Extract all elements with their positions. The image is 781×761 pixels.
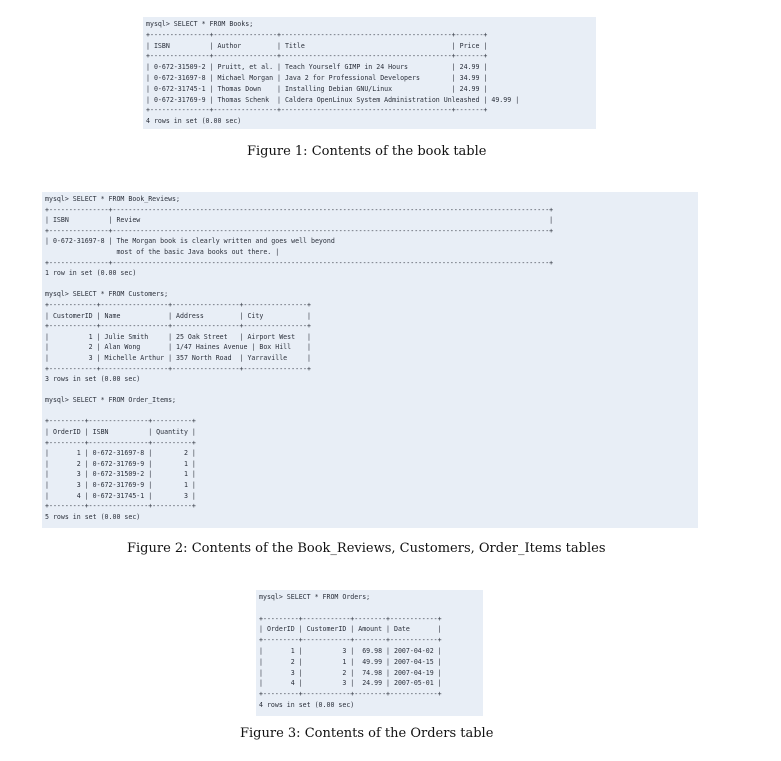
output-line: +---------------+----------------+-------------------------------------------+-------+ — [146, 106, 488, 115]
output-line: | 0-672-31697-8 | Michael Morgan | Java 2 for Professional Developers | 34.99 | — [146, 73, 488, 82]
output-line: 4 rows in set (0.00 sec) — [146, 117, 242, 126]
figure-3-orders-output — [256, 590, 483, 716]
output-line: mysql> SELECT * FROM Customers; — [45, 290, 169, 299]
figure-2-caption: Figure 2: Contents of the Book_Reviews, Customers, Order_Items tables — [127, 541, 606, 556]
output-line: +---------------+--------------------------------------------------------------------------------------------------------------+ — [45, 258, 554, 267]
output-line: +---------+------------+--------+------------+ — [259, 690, 442, 699]
output-line: +---------+------------+--------+------------+ — [259, 636, 442, 645]
output-line: 1 row in set (0.00 sec) — [45, 269, 137, 278]
output-line: | 2 | 1 | 49.99 | 2007-04-15 | — [259, 657, 442, 666]
books-query-output — [146, 19, 593, 127]
output-line: | 3 | Michelle Arthur | 357 North Road | Yarraville | — [45, 353, 311, 362]
output-line: | 1 | 3 | 69.98 | 2007-04-02 | — [259, 646, 442, 655]
output-line: 3 rows in set (0.00 sec) — [45, 375, 141, 384]
output-line: mysql> SELECT * FROM Orders; — [259, 593, 371, 601]
output-line: | 0-672-31509-2 | Pruitt, et al. | Teach Yourself GIMP in 24 Hours | 24.99 | — [146, 63, 488, 72]
output-line: +---------+------------+--------+------------+ — [259, 614, 442, 623]
output-line: mysql> SELECT * FROM Books; — [146, 20, 254, 28]
output-line: | 1 | Julie Smith | 25 Oak Street | Airport West | — [45, 332, 311, 341]
output-line: | 3 | 2 | 74.98 | 2007-04-19 | — [259, 668, 442, 677]
output-line: | 1 | 0-672-31697-8 | 2 | — [45, 449, 196, 458]
output-line: +---------------+--------------------------------------------------------------------------------------------------------------+ — [45, 205, 554, 214]
output-line: +---------------+--------------------------------------------------------------------------------------------------------------+ — [45, 226, 554, 235]
output-line: | 3 | 0-672-31769-9 | 1 | — [45, 481, 196, 490]
figure-1-caption: Figure 1: Contents of the book table — [247, 144, 487, 159]
figure-3-caption: Figure 3: Contents of the Orders table — [240, 726, 494, 741]
orders-query-output — [259, 592, 480, 711]
output-line: | 2 | 0-672-31769-9 | 1 | — [45, 459, 196, 468]
output-line: | 4 | 3 | 24.99 | 2007-05-01 | — [259, 679, 442, 688]
output-line: +------------+-----------------+-----------------+----------------+ — [45, 364, 311, 373]
figure-1-books-output — [143, 17, 596, 129]
output-line: | 0-672-31745-1 | Thomas Down | Installing Debian GNU/Linux | 24.99 | — [146, 84, 488, 93]
output-line: 5 rows in set (0.00 sec) — [45, 512, 141, 521]
output-line: | ISBN | Author | Title | Price | — [146, 41, 488, 50]
figure-2-reviews-customers-orderitems-output — [42, 192, 698, 528]
output-line: most of the basic Java books out there. | — [45, 247, 280, 256]
output-line: | 2 | Alan Wong | 1/47 Haines Avenue | Box Hill | — [45, 343, 311, 352]
reviews-customers-orderitems-query-output — [45, 194, 695, 522]
output-line: | 3 | 0-672-31509-2 | 1 | — [45, 470, 196, 479]
output-line: +---------+---------------+----------+ — [45, 417, 196, 426]
output-line: +---------------+----------------+-------------------------------------------+-------+ — [146, 30, 488, 39]
output-line: | CustomerID | Name | Address | City | — [45, 311, 311, 320]
output-line: | 4 | 0-672-31745-1 | 3 | — [45, 491, 196, 500]
output-line: +---------------+----------------+-------------------------------------------+-------+ — [146, 52, 488, 61]
output-line: mysql> SELECT * FROM Order_Items; — [45, 396, 177, 405]
output-line: 4 rows in set (0.00 sec) — [259, 700, 355, 709]
output-line: | 0-672-31769-9 | Thomas Schenk | Caldera OpenLinux System Administration Unleashed | 49.99 | — [146, 95, 520, 104]
output-line: +------------+-----------------+-----------------+----------------+ — [45, 322, 311, 331]
output-line: +---------+---------------+----------+ — [45, 502, 196, 511]
output-line: | 0-672-31697-8 | The Morgan book is clearly written and goes well beyond — [45, 237, 335, 246]
output-line: | ISBN | Review | — [45, 216, 554, 225]
output-line: +------------+-----------------+-----------------+----------------+ — [45, 300, 311, 309]
output-line: | OrderID | ISBN | Quantity | — [45, 428, 196, 437]
output-line: mysql> SELECT * FROM Book_Reviews; — [45, 195, 180, 203]
output-line: | OrderID | CustomerID | Amount | Date | — [259, 625, 442, 634]
output-line: +---------+---------------+----------+ — [45, 438, 196, 447]
